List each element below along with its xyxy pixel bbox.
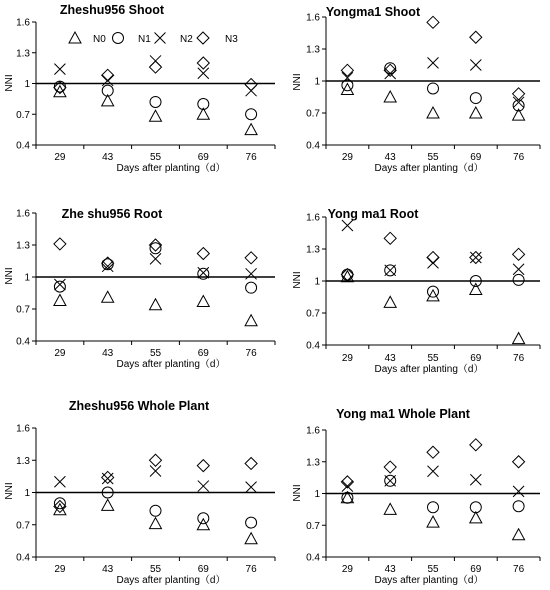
chart-title: Yong ma1 Whole Plant [336,407,470,421]
x-axis-title: Days after planting（d） [116,359,226,370]
data-point-n3 [513,456,525,468]
y-tick-label: 0.7 [306,108,320,120]
y-tick-label: 1.6 [306,12,320,24]
legend-label: N1 [138,34,151,45]
y-tick-label: 0.7 [306,520,320,532]
data-point-n1 [428,502,439,513]
data-point-n3 [384,64,396,76]
data-point-n2 [470,60,481,71]
data-point-n0 [245,315,257,326]
data-point-n1 [428,286,439,297]
data-point-n1 [150,243,161,254]
chart-title: Zheshu956 Shoot [59,3,165,17]
x-tick-label: 43 [384,353,396,364]
data-point-n2 [198,481,209,492]
data-point-n3 [150,61,162,73]
data-point-n2 [54,64,65,75]
x-tick-label: 29 [341,353,353,364]
chart-title: Yongma1 Shoot [325,5,421,19]
data-point-n3 [470,439,482,451]
chart-panel-5 [4,399,275,586]
x-tick-label: 29 [341,152,353,163]
x-tick-label: 55 [427,564,439,575]
y-tick-label: 0.4 [16,140,30,152]
x-tick-label: 69 [470,152,482,163]
data-point-n2 [54,476,65,487]
y-axis-title: NNI [4,267,15,285]
y-tick-label: 0.4 [306,552,320,564]
x-axis-title: Days after planting（d） [374,163,484,174]
x-axis-title: Days after planting（d） [374,575,484,586]
data-point-n3 [384,461,396,473]
y-tick-label: 1.3 [306,457,320,469]
data-point-n2 [513,264,524,275]
data-point-n0 [513,333,525,344]
legend [69,32,238,45]
data-point-n0 [384,503,396,514]
y-tick-label: 1.6 [16,208,30,220]
data-point-n0 [427,107,439,118]
data-point-n3 [245,457,257,469]
x-axis-title: Days after planting（d） [374,364,484,375]
data-point-n2 [470,252,481,263]
x-tick-label: 69 [197,564,209,575]
chart-title: Zheshu956 Whole Plant [68,399,210,413]
data-point-n1 [513,274,524,285]
y-tick-label: 1.3 [306,44,320,56]
data-point-n3 [102,471,114,483]
legend-marker-triangle [69,32,81,43]
data-point-n2 [385,265,396,276]
y-tick-label: 0.4 [306,340,320,352]
data-point-n3 [427,252,439,264]
x-tick-label: 43 [384,564,396,575]
chart-panel-1 [4,3,275,174]
data-point-n1 [246,109,257,120]
data-point-n1 [246,517,257,528]
data-point-n3 [54,238,66,250]
y-tick-label: 0.4 [306,140,320,152]
chart-panel-3 [4,207,275,370]
data-point-n0 [150,299,162,310]
y-axis-title: NNI [292,271,303,289]
data-point-n1 [428,83,439,94]
x-tick-label: 29 [54,564,66,575]
x-tick-label: 76 [513,564,525,575]
data-point-n3 [245,252,257,264]
x-tick-label: 55 [427,152,439,163]
data-point-n3 [197,460,209,472]
chart-panel-4 [292,207,540,375]
x-tick-label: 43 [102,564,114,575]
y-tick-label: 0.4 [16,336,30,348]
data-point-n2 [385,475,396,486]
data-point-n3 [427,446,439,458]
x-tick-label: 43 [102,348,114,359]
x-tick-label: 76 [245,152,257,163]
data-point-n2 [150,466,161,477]
data-point-n0 [427,516,439,527]
chart-panel-6 [292,407,540,586]
legend-label: N3 [225,34,238,45]
y-tick-label: 1 [24,272,30,284]
data-point-n1 [54,281,65,292]
y-tick-label: 1 [314,276,320,288]
y-tick-label: 1 [314,489,320,500]
y-tick-label: 1 [314,76,320,88]
x-tick-label: 76 [245,348,257,359]
y-tick-label: 1.6 [306,212,320,224]
data-point-n3 [470,31,482,43]
x-tick-label: 55 [427,353,439,364]
legend-marker-circle [113,33,124,44]
data-point-n0 [150,110,162,121]
y-tick-label: 1.6 [306,425,320,437]
x-tick-label: 55 [149,348,162,359]
legend-marker-diamond [197,32,209,44]
data-point-n0 [150,518,162,529]
x-tick-label: 29 [54,348,66,359]
x-tick-label: 55 [149,564,162,575]
data-point-n0 [513,529,525,540]
data-point-n0 [197,296,209,307]
data-point-n0 [245,124,257,135]
data-point-n3 [245,79,257,91]
y-tick-label: 0.4 [16,552,30,564]
chart-title: Yong ma1 Root [327,207,419,221]
data-point-n0 [470,107,482,118]
x-axis-title: Days after planting（d） [116,575,226,586]
data-point-n0 [54,294,66,305]
chart-panel-2 [292,5,540,174]
data-point-n2 [246,482,257,493]
data-point-n0 [245,533,257,544]
data-point-n3 [150,454,162,466]
y-tick-label: 1.3 [16,240,30,252]
data-point-n3 [341,64,353,76]
data-point-n0 [102,291,114,302]
chart-title: Zhe shu956 Root [61,207,163,221]
x-tick-label: 76 [245,564,257,575]
x-tick-label: 29 [54,152,66,163]
x-tick-label: 55 [149,152,162,163]
data-point-n2 [513,486,524,497]
data-point-n0 [384,91,396,102]
x-tick-label: 76 [513,353,525,364]
y-tick-label: 1.3 [16,48,30,60]
data-point-n2 [428,466,439,477]
data-point-n3 [102,69,114,81]
y-tick-label: 0.7 [306,308,320,320]
data-point-n2 [342,220,353,231]
y-axis-title: NNI [292,73,303,91]
data-point-n1 [470,93,481,104]
x-tick-label: 43 [384,152,396,163]
y-tick-label: 1.6 [16,423,30,435]
y-tick-label: 0.7 [16,304,30,316]
data-point-n1 [150,96,161,107]
y-axis-title: NNI [4,74,15,92]
data-point-n1 [246,282,257,293]
data-point-n0 [102,499,114,510]
legend-marker-cross [155,33,166,44]
data-point-n1 [150,505,161,516]
y-axis-title: NNI [4,482,15,500]
x-tick-label: 76 [513,152,525,163]
legend-label: N2 [180,34,193,45]
data-point-n2 [150,253,161,264]
data-point-n2 [385,68,396,79]
y-tick-label: 0.7 [16,520,30,532]
x-tick-label: 69 [197,348,209,359]
data-point-n3 [513,248,525,260]
y-axis-title: NNI [292,484,303,502]
data-point-n2 [428,57,439,68]
y-tick-label: 1 [24,79,30,90]
x-tick-label: 69 [197,152,209,163]
data-point-n3 [197,57,209,69]
x-tick-label: 29 [341,564,353,575]
data-point-n3 [197,248,209,260]
data-point-n1 [513,501,524,512]
legend-label: N0 [93,34,106,45]
y-tick-label: 1 [24,488,30,499]
data-point-n0 [54,86,66,97]
x-tick-label: 69 [470,353,482,364]
data-point-n2 [342,481,353,492]
y-tick-label: 0.7 [16,109,30,121]
y-tick-label: 1.3 [306,244,320,256]
data-point-n3 [384,232,396,244]
data-point-n0 [384,296,396,307]
x-axis-title: Days after planting（d） [116,163,226,174]
y-tick-label: 1.3 [16,455,30,467]
y-tick-label: 1.6 [16,17,30,29]
data-point-n3 [427,16,439,28]
data-point-n2 [470,474,481,485]
data-point-n0 [470,512,482,523]
x-tick-label: 69 [470,564,482,575]
x-tick-label: 43 [102,152,114,163]
